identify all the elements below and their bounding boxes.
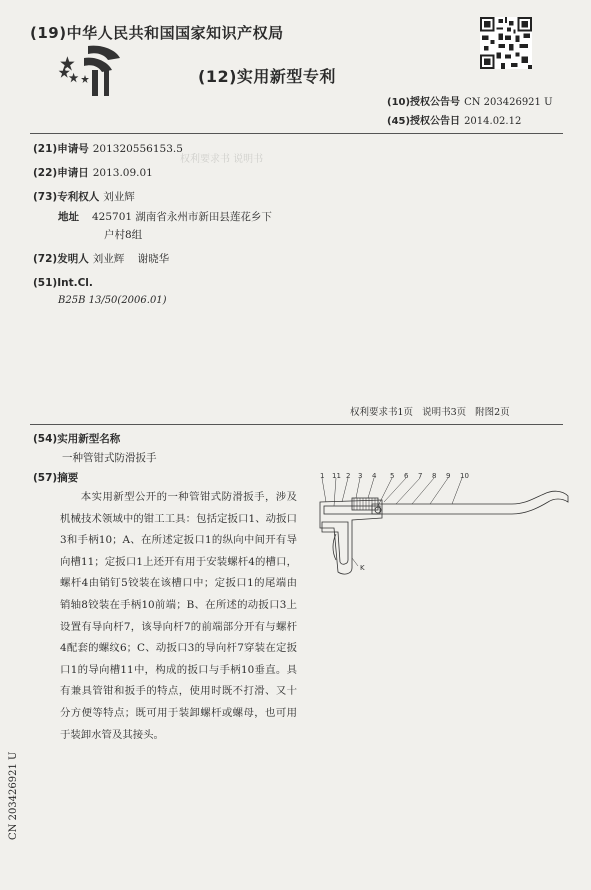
figure-label: 3 [358,472,363,480]
figure-label: 9 [446,472,451,480]
office-name: (19)中华人民共和国国家知识产权局 [30,24,284,42]
wrench-drawing [312,472,570,578]
address-label: 地址 [58,211,79,223]
figure-label: 5 [390,472,395,480]
page-counts: 权利要求书1页 说明书3页 附图2页 [350,407,510,418]
publication-number: (10)授权公告号 CN 203426921 U [387,97,553,108]
figure-label: 10 [460,472,469,480]
figure-label: 7 [418,472,423,480]
figure-label: 1 [320,472,325,480]
qr-code-icon [480,17,532,69]
inventors: (72)发明人 刘业辉 谢晓华 [33,253,170,265]
int-cl-label: (51)Int.Cl. [33,277,93,289]
title-label: (54)实用新型名称 [33,433,121,445]
document-type: (12)实用新型专利 [198,67,336,86]
address-line-1: 425701 湖南省永州市新田县莲花乡下 [92,211,272,223]
abstract-text: 本实用新型公开的一种管钳式防滑扳手，涉及机械技术领域中的钳工工具：包括定扳口1、动扳口3和手柄10；A、在所述定扳口1的纵向中间开有导向槽11；定扳口1上还开有用于安装螺杆4的槽口，螺杆4由销钉5铰装在该槽口中；定扳口1的尾端由销轴8铰装在手柄10前端；B、在所述的动扳口3上设置有导向杆7，该导向杆7的前端部分开有与螺杆4配套的螺纹6；C、动扳口3的导向杆7穿装在定扳口1的导向槽11中，构成的扳口与手柄10垂直。具有兼具管钳和扳手的特点，使用时既不打滑、又十分方便等特点；既可用于装卸螺杆或螺母，也可用于装卸水管及其接头。 [60,491,297,741]
figure-label: 4 [372,472,377,480]
patentee: (73)专利权人 刘业辉 [33,191,135,203]
int-cl-value: B25B 13/50(2006.01) [58,295,167,306]
figure-label: K [360,564,365,572]
figure-label: 2 [346,472,351,480]
figure-label: 6 [404,472,409,480]
header-divider [30,133,563,134]
sipo-logo-icon [58,40,122,98]
figure-label: 11 [332,472,341,480]
application-date: (22)申请日 2013.09.01 [33,167,153,179]
section-divider [30,424,563,425]
show-through: 权利要求书 说明书 [180,154,264,165]
side-publication-code: CN 203426921 U [8,751,19,840]
figure-label: 8 [432,472,437,480]
address-line-2: 户村8组 [104,229,143,241]
publication-date: (45)授权公告日 2014.02.12 [387,116,522,127]
abstract-label: (57)摘要 [33,472,79,484]
utility-model-title: 一种管钳式防滑扳手 [62,452,157,464]
application-number: (21)申请号 201320556153.5 [33,143,183,155]
